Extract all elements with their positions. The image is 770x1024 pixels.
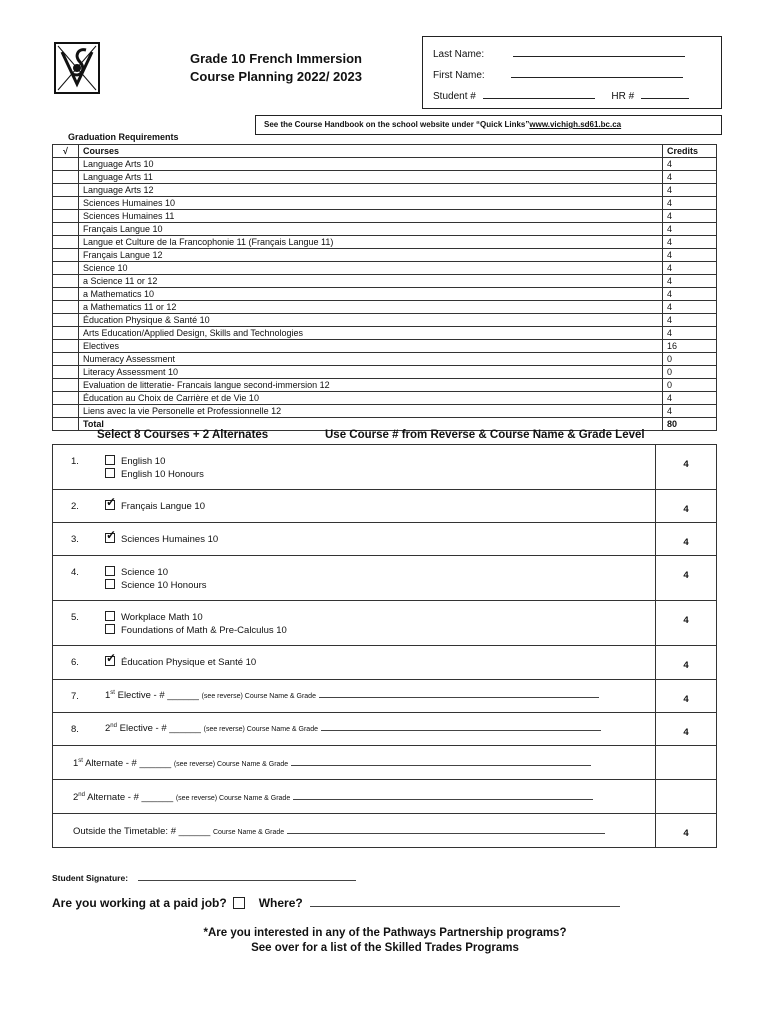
course-credits: 4 <box>663 223 717 236</box>
student-signature-row <box>52 872 356 883</box>
paid-job-row <box>52 896 620 910</box>
checked-checkbox[interactable] <box>105 500 115 510</box>
course-options <box>105 455 204 481</box>
signature-label: Student Signature: <box>52 873 129 883</box>
last-name-row <box>433 47 685 60</box>
row-number: 6. <box>71 657 79 668</box>
course-option[interactable] <box>105 468 204 481</box>
course-credits: 4 <box>663 249 717 262</box>
alternate-row-1 <box>53 746 717 780</box>
hr-field[interactable] <box>641 89 689 99</box>
course-option-label: Sciences Humaines 10 <box>121 534 219 545</box>
student-info-box <box>422 36 722 109</box>
course-option-label: English 10 <box>121 456 166 467</box>
course-credits: 4 <box>663 275 717 288</box>
outside-timetable-row <box>53 814 717 848</box>
course-name: Sciences Humaines 10 <box>79 197 663 210</box>
course-name: Numeracy Assessment <box>79 353 663 366</box>
course-option-label: Éducation Physique et Santé 10 <box>121 657 257 668</box>
table-row <box>53 314 717 327</box>
checked-checkbox[interactable] <box>105 656 115 666</box>
row-number: 4. <box>71 567 79 578</box>
course-name: Science 10 <box>79 262 663 275</box>
course-name: a Science 11 or 12 <box>79 275 663 288</box>
table-row <box>53 236 717 249</box>
use-course-heading: Use Course # from Reverse & Course Name & Grade Level <box>325 429 645 441</box>
check-cell[interactable] <box>53 340 79 353</box>
table-header-row <box>53 145 717 158</box>
checkbox[interactable] <box>105 566 115 576</box>
course-credits: 0 <box>663 366 717 379</box>
check-cell[interactable] <box>53 249 79 262</box>
check-cell[interactable] <box>53 236 79 249</box>
selection-row <box>53 556 717 601</box>
course-credits: 4 <box>663 184 717 197</box>
student-number-row <box>433 89 689 102</box>
credit-empty <box>656 746 717 780</box>
course-credits: 4 <box>663 158 717 171</box>
check-cell[interactable] <box>53 405 79 418</box>
course-name: Language Arts 10 <box>79 158 663 171</box>
table-row <box>53 210 717 223</box>
elective-2-hint: (see reverse) Course Name & Grade <box>203 726 318 734</box>
row-number: 1. <box>71 456 79 467</box>
graduation-requirements-table <box>52 144 717 431</box>
pathways-note <box>0 926 770 956</box>
select-courses-heading: Select 8 Courses + 2 Alternates <box>97 429 269 441</box>
table-row <box>53 184 717 197</box>
course-name: Arts Education/Applied Design, Skills and Technologies <box>79 327 663 340</box>
course-option-label: Science 10 Honours <box>121 580 207 591</box>
alternate-row-2 <box>53 780 717 814</box>
credit-value: 4 <box>656 523 717 556</box>
credit-value: 4 <box>656 814 717 848</box>
row-number: 3. <box>71 534 79 545</box>
course-option[interactable] <box>105 624 287 637</box>
check-cell[interactable] <box>53 392 79 405</box>
selection-row <box>53 445 717 490</box>
course-options <box>105 611 287 637</box>
course-name: Language Arts 11 <box>79 171 663 184</box>
check-cell[interactable] <box>53 210 79 223</box>
course-credits: 0 <box>663 379 717 392</box>
outside-timetable-entry[interactable]: Outside the Timetable: # ______ Course Name & Grade <box>73 826 605 837</box>
handbook-text: See the Course Handbook on the school website under “Quick Links” <box>264 120 530 129</box>
table-row <box>53 197 717 210</box>
alternate-1-hint: (see reverse) Course Name & Grade <box>173 761 289 769</box>
courses-header: Courses <box>79 145 663 158</box>
table-row <box>53 171 717 184</box>
table-row <box>53 249 717 262</box>
course-credits: 16 <box>663 340 717 353</box>
selection-row <box>53 523 717 556</box>
credit-value: 4 <box>656 556 717 601</box>
course-name: Langue et Culture de la Francophonie 11 (Français Langue 11) <box>79 236 663 249</box>
check-cell[interactable] <box>53 288 79 301</box>
alternate-2-hint: (see reverse) Course Name & Grade <box>175 795 291 803</box>
total-value: 80 <box>663 418 717 431</box>
table-row <box>53 288 717 301</box>
elective-1-entry[interactable]: 1st Elective - # ______ (see reverse) Course Name & Grade <box>105 690 599 701</box>
course-option-label: Workplace Math 10 <box>121 612 203 623</box>
table-row <box>53 301 717 314</box>
course-credits: 4 <box>663 236 717 249</box>
row-number: 8. <box>71 724 79 735</box>
checkbox[interactable] <box>105 468 115 478</box>
course-name: Français Langue 10 <box>79 223 663 236</box>
course-option[interactable] <box>105 500 205 513</box>
table-row <box>53 340 717 353</box>
check-header: √ <box>53 145 79 158</box>
course-credits: 4 <box>663 262 717 275</box>
course-name: a Mathematics 10 <box>79 288 663 301</box>
course-selection-table <box>52 444 717 848</box>
paid-job-label: Are you working at a paid job? <box>52 896 227 910</box>
course-credits: 4 <box>663 288 717 301</box>
last-name-field[interactable] <box>513 47 685 57</box>
credit-value: 4 <box>656 680 717 713</box>
course-name: Liens avec la vie Personelle et Professionnelle 12 <box>79 405 663 418</box>
check-cell[interactable] <box>53 184 79 197</box>
course-name: Éducation au Choix de Carrière et de Vie 10 <box>79 392 663 405</box>
elective-row-1 <box>53 680 717 713</box>
credit-value: 4 <box>656 490 717 523</box>
handbook-link[interactable]: www.vichigh.sd61.bc.ca <box>529 120 622 129</box>
graduation-requirements-title: Graduation Requirements <box>68 132 179 142</box>
course-name: a Mathematics 11 or 12 <box>79 301 663 314</box>
elective-1-line[interactable] <box>319 690 599 698</box>
row-number: 7. <box>71 691 79 702</box>
check-cell[interactable] <box>53 223 79 236</box>
check-cell[interactable] <box>53 301 79 314</box>
check-cell[interactable] <box>53 171 79 184</box>
check-cell[interactable] <box>53 158 79 171</box>
credit-value: 4 <box>656 445 717 490</box>
where-label: Where? <box>258 896 303 910</box>
student-number-field[interactable] <box>483 89 595 99</box>
course-credits: 4 <box>663 171 717 184</box>
course-option[interactable] <box>105 455 204 468</box>
alternate-1-entry[interactable]: 1st Alternate - # ______ (see reverse) Course Name & Grade <box>73 758 591 769</box>
elective-2-entry[interactable]: 2nd Elective - # ______ (see reverse) Course Name & Grade <box>105 723 601 734</box>
course-option[interactable] <box>105 533 218 546</box>
course-credits: 4 <box>663 301 717 314</box>
table-row <box>53 223 717 236</box>
course-credits: 4 <box>663 392 717 405</box>
check-cell[interactable] <box>53 314 79 327</box>
course-credits: 4 <box>663 210 717 223</box>
course-name: Sciences Humaines 11 <box>79 210 663 223</box>
selection-row <box>53 646 717 680</box>
row-number: 2. <box>71 501 79 512</box>
last-name-label: Last Name: <box>433 49 485 60</box>
where-line[interactable] <box>310 896 620 907</box>
course-credits: 4 <box>663 314 717 327</box>
table-row <box>53 366 717 379</box>
elective-2-line[interactable] <box>321 723 601 731</box>
course-option[interactable] <box>105 611 287 624</box>
alternate-1-line[interactable] <box>291 758 591 766</box>
course-name: Electives <box>79 340 663 353</box>
checkbox[interactable] <box>105 455 115 465</box>
course-name: Evaluation de litteratie- Francais langue second-immersion 12 <box>79 379 663 392</box>
pathways-question: *Are you interested in any of the Pathways Partnership programs? <box>203 927 567 939</box>
title-line-2: Course Planning 2022/ 2023 <box>190 69 362 84</box>
course-name: Language Arts 12 <box>79 184 663 197</box>
hr-label: HR # <box>611 91 635 102</box>
course-option-label: Foundations of Math & Pre-Calculus 10 <box>121 625 287 636</box>
table-row <box>53 275 717 288</box>
first-name-label: First Name: <box>433 70 485 81</box>
course-option[interactable] <box>105 656 256 669</box>
course-name: Éducation Physique & Santé 10 <box>79 314 663 327</box>
pathways-see-over: See over for a list of the Skilled Trades Programs <box>251 942 519 954</box>
outside-timetable-hint: Course Name & Grade <box>212 829 285 836</box>
credit-value: 4 <box>656 646 717 680</box>
check-cell[interactable] <box>53 197 79 210</box>
credit-value: 4 <box>656 713 717 746</box>
check-cell[interactable] <box>53 366 79 379</box>
page-title <box>190 50 362 86</box>
alternate-2-entry[interactable]: 2nd Alternate - # ______ (see reverse) Course Name & Grade <box>73 792 593 803</box>
title-line-1: Grade 10 French Immersion <box>190 51 362 66</box>
course-credits: 4 <box>663 327 717 340</box>
check-cell[interactable] <box>53 353 79 366</box>
table-row <box>53 379 717 392</box>
table-row <box>53 405 717 418</box>
course-option[interactable] <box>105 566 207 579</box>
student-number-label: Student # <box>433 91 476 102</box>
checkbox[interactable] <box>105 624 115 634</box>
table-row <box>53 392 717 405</box>
school-logo <box>52 40 102 96</box>
course-credits: 4 <box>663 405 717 418</box>
selection-row <box>53 601 717 646</box>
check-cell[interactable] <box>53 379 79 392</box>
table-row <box>53 353 717 366</box>
course-name: Literacy Assessment 10 <box>79 366 663 379</box>
total-label: Total <box>79 418 663 431</box>
check-cell[interactable] <box>53 262 79 275</box>
credit-value: 4 <box>656 601 717 646</box>
checked-checkbox[interactable] <box>105 533 115 543</box>
handbook-note <box>255 115 722 135</box>
course-credits: 0 <box>663 353 717 366</box>
elective-row-2 <box>53 713 717 746</box>
course-option-label: Science 10 <box>121 567 169 578</box>
course-credits: 4 <box>663 197 717 210</box>
first-name-field[interactable] <box>511 68 683 78</box>
course-option[interactable] <box>105 579 207 592</box>
course-options <box>105 500 205 513</box>
course-options <box>105 533 218 546</box>
outside-timetable-line[interactable] <box>287 826 605 834</box>
check-cell[interactable] <box>53 327 79 340</box>
course-name: Français Langue 12 <box>79 249 663 262</box>
first-name-row <box>433 68 683 81</box>
elective-1-hint: (see reverse) Course Name & Grade <box>201 693 316 701</box>
checkbox[interactable] <box>105 579 115 589</box>
signature-line[interactable] <box>138 872 356 881</box>
check-cell[interactable] <box>53 275 79 288</box>
table-row <box>53 327 717 340</box>
alternate-2-line[interactable] <box>293 792 593 800</box>
checkbox[interactable] <box>105 611 115 621</box>
course-options <box>105 566 207 592</box>
paid-job-checkbox[interactable] <box>233 897 245 909</box>
row-number: 5. <box>71 612 79 623</box>
table-row <box>53 262 717 275</box>
course-options <box>105 656 256 669</box>
credit-empty <box>656 780 717 814</box>
course-option-label: Français Langue 10 <box>121 501 205 512</box>
credits-header: Credits <box>663 145 717 158</box>
table-row <box>53 158 717 171</box>
selection-row <box>53 490 717 523</box>
course-option-label: English 10 Honours <box>121 469 204 480</box>
